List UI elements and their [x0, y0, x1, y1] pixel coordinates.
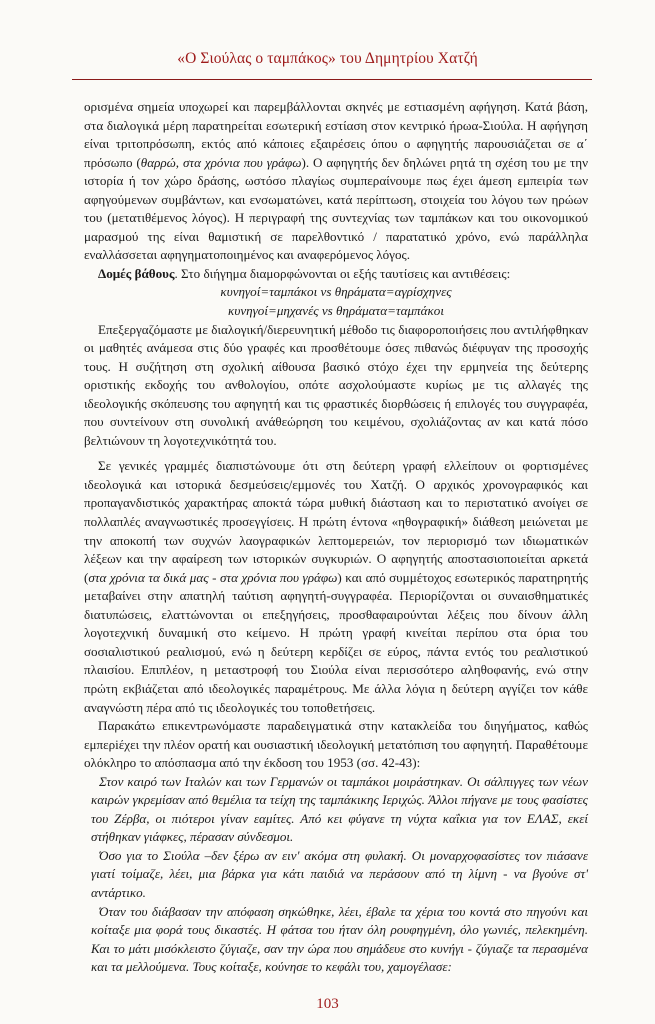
text-run: ορισμένα σημεία υποχωρεί και παρεμβάλλονται σκηνές με εστιασμένη αφήγηση. Κατά βάση, στα διαλογικά μέρη παρατηρείται εσωτερική εστίαση στον κεντρικό ήρωα-Σιούλα. Η αφήγηση είναι τριτοπρόσωπη, εκτός από κάποιες εξαιρέσεις όπου ο αφηγητής παρουσιάζεται σε α΄ πρόσωπο (	[84, 99, 588, 170]
text-run: ). Ο αφηγητής δεν δηλώνει ρητά τη σχέση του με την ιστορία ή τον χώρο δράσης, ωστόσο πλαγίως συμπεραίνουμε πως έχει άμεση εμπειρία των αφηγούμενων συμβάντων, και ενσωματώνει, κατά περίπτωση, στοιχεία του λόγου των ηρώων του (μετατιθέμενος λόγος). Η περιγραφή της συντεχνίας των ταμπάκων και του οικονομικού μαρασμού της είναι θαμιστική σε παρελθοντικό / παρατατικό χρόνο, ενώ παράλληλα εναλλάσσεται αφηγηματοποιημένος και αναφερόμενος λόγος.	[84, 154, 588, 263]
paragraph: Παρακάτω επικεντρωνόμαστε παραδειγματικά στην κατακλείδα του διηγήματος, καθώς εμπερiέχει την πλέον ορατή και ουσιαστική ιδεολογική μετατόπιση του αφηγητή. Παραθέτουμε ολόκληρο το απόσπασμα από την έκδοση του 1953 (σσ. 42-43):	[84, 718, 588, 771]
text-run: . Στο διήγημα διαμορφώνονται οι εξής ταυτίσεις και αντιθέσεις:	[174, 265, 511, 281]
quote-paragraph: Όταν του διάβασαν την απόφαση σηκώθηκε, λέει, έβαλε τα χέρια του κοντά στο πηγούνι και κοίταξε μια φορά τους δικαστές. Η φάτσα του ήταν όλη ρουφηγμένη, όλο γωνιές, πελεκημένη. Και το μάτι μισόκλειστο ζύγιαζε, σαν την ώρα που σημάδευε στο κυνήγι - ζύγιαζε τα περασμένα και τα μελλούμενα. Τους κοίταξε, κούνησε το κεφάλι του, χαμογέλασε:	[91, 903, 588, 975]
block-quote	[84, 773, 588, 977]
paragraph	[84, 98, 588, 265]
italic-run: στα χρόνια τα δικά μας - στα χρόνια που γράφω	[88, 569, 338, 585]
paragraph	[84, 265, 588, 284]
equation-line: κυνηγοί=ταμπάκοι vs θηράματα=αγρίσχηνες	[220, 284, 452, 300]
quote-paragraph: Όσο για το Σιούλα –δεν ξέρω αν ειν' ακόμα στη φυλακή. Οι μοναρχοφασίστες τον πιάσανε γιατί τοίμαζε, λέει, μια βάρκα για κάτι παιδιά να περάσουν από τη λίμνη - να βγούνε στ' αντάρτικο.	[91, 847, 588, 900]
page-number: 103	[316, 996, 339, 1012]
bold-run: Δομές βάθους	[98, 265, 175, 281]
paragraph	[84, 457, 588, 717]
equation-line: κυνηγοί=μηχανές vs θηράματα=ταμπάκοι	[228, 303, 444, 319]
paragraph: Επεξεργαζόμαστε με διαλογική/διερευνητική μέθοδο τις διαφοροποιήσεις που αντιλήφθηκαν οι μαθητές ανάμεσα στις δύο γραφές και προσθέτουμε όσες πιθανώς διέφυγαν της προσοχής τους. Η συζήτηση στη σχολική αίθουσα βασικό στόχο έχει την ερμηνεία της δεύτερης οριστικής εκδοχής του ανθολογίου, οπότε ασχολούμαστε κυρίως με τις αλλαγές της ιδεολογικής σκόπευσης του αφηγητή και τις φραστικές διορθώσεις ή επιλογές του συγγραφέα, που συντείνουν στη συνολική ανάθεώρηση του κειμένου, σχολιάζοντας αν και κατά πόσο βελτιώνουν τη λογοτεχνικότητά του.	[84, 321, 588, 448]
italic-run: θαρρώ, στα χρόνια που γράφω	[140, 154, 302, 170]
quote-paragraph: Στον καιρό των Ιταλών και των Γερμανών οι ταμπάκοι μοιράστηκαν. Οι σάλπιγγες των νέων καιρών γκρεμίσαν από θεμέλια τα τείχη της ταμπάκικης Ιεριχώς. Άλλοι πήγανε με τους φασίστες του Ζέρβα, οι πιότεροι γίναν εαμίτες. Από κει φύγανε τη νύχτα καΐκια για τον ΕΛΑΣ, εκεί στήθηκαν γιάφκες, πέρασαν σύνδεσμοι.	[91, 773, 588, 845]
body-text	[84, 98, 588, 977]
text-run: ) και από συμμέτοχος εσωτερικός παρατηρητής μεταβαίνει στην απατηλή ταύτιση αφηγητή-συγγραφέα. Περιορίζονται οι συναισθηματικές διατυπώσεις, ελαττώνονται οι επεξηγήσεις, προσθαφαιρούνται λέξεις που δίνουν άλλη λογοτεχνική δυναμική στο κείμενο. Η πρώτη γραφή κινείται περίπου στα όρια του σοσιαλιστικού ρεαλισμού, ενώ η δεύτερη κερδίζει σε εύρος, πάντα εντός του ρεαλιστικού πλαισίου. Επιπλέον, η μεταστροφή του Σιούλα είναι περισσότερο αληθοφανής, ενώ στην πρώτη εκβιάζεται από ιδεολογικές παραμέτρους. Με άλλα λόγια η δεύτερη αγγίζει τον κάθε αναγνώστη πέρα από τις ιδεολογικές του τοποθετήσεις.	[84, 569, 588, 715]
running-header: «Ο Σιούλας ο ταμπάκος» του Δημητρίου Χατζή	[177, 50, 478, 67]
text-run: Σε γενικές γραμμές διαπιστώνουμε ότι στη δεύτερη γραφή ελλείπουν οι φορτισμένες ιδεολογικά και ιστορικά δεσμεύσεις/εμμονές του Χατζή. Ο αρχικός χρονογραφικός και προπαγανδιστικός χαρακτήρας αποκτά τώρα μυθική διάσταση και το περιστατικό ανοίγει σε πολλαπλές αναγνωστικές προσεγγίσεις. Η πρώτη έντονα «ηθογραφική» διάθεση μειώνεται με την αποκοπή των συχνών λαογραφικών λεπτομερειών, τον περιορισμό των ιδιωματικών λέξεων και την αφαίρεση των ιστορικών συγκυριών. Ο αφηγητής αποστασιοποιείται αρκετά (	[84, 458, 588, 585]
header-rule	[72, 79, 592, 80]
